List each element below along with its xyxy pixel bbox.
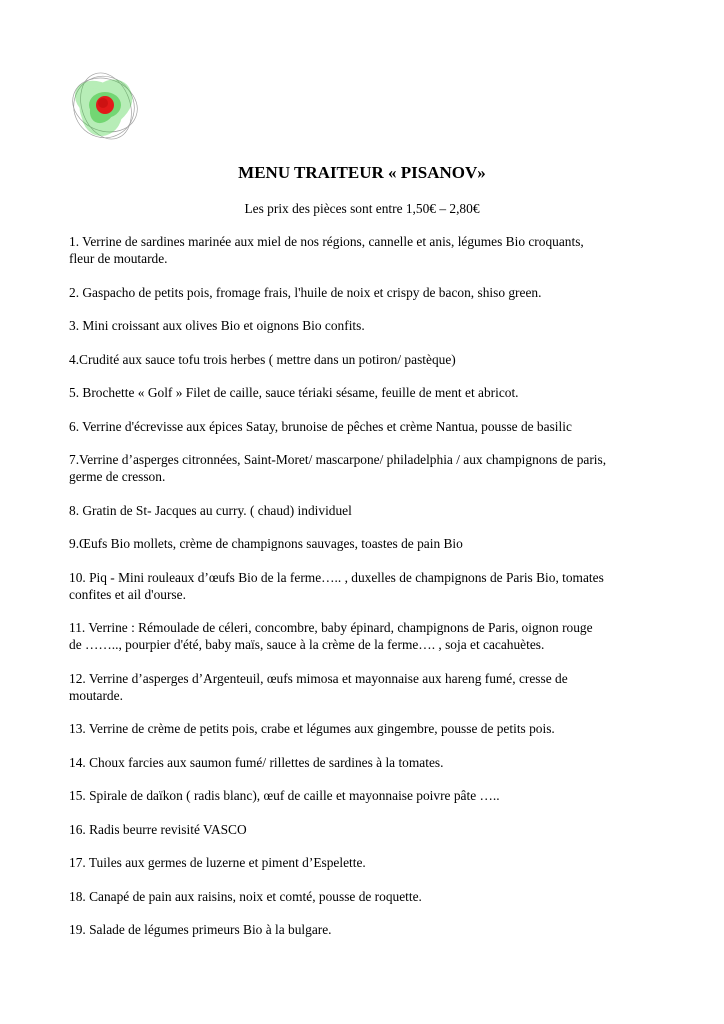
menu-item: 6. Verrine d'écrevisse aux épices Satay, brunoise de pêches et crème Nantua, pousse de basilic <box>69 418 572 434</box>
menu-item: 3. Mini croissant aux olives Bio et oignons Bio confits. <box>69 318 365 333</box>
menu-item: 1. Verrine de sardines marinée aux miel de nos régions, cannelle et anis, légumes Bio croquants, fleur de moutarde. <box>69 234 584 266</box>
menu-item: 8. Gratin de St- Jacques au curry. ( chaud) individuel <box>69 502 352 518</box>
menu-item: 14. Choux farcies aux saumon fumé/ rillettes de sardines à la tomates. <box>69 754 444 770</box>
menu-item: 5. Brochette « Golf » Filet de caille, sauce tériaki sésame, feuille de ment et abricot. <box>69 385 519 400</box>
page-title: MENU TRAITEUR « PISANOV» <box>238 163 486 182</box>
menu-item: 19. Salade de légumes primeurs Bio à la bulgare. <box>69 922 332 937</box>
menu-item-list <box>69 233 669 955</box>
menu-item: 7.Verrine d’asperges citronnées, Saint-Moret/ mascarpone/ philadelphia / aux champignons de paris, germe de cresson. <box>69 452 607 484</box>
menu-item: 4.Crudité aux sauce tofu trois herbes ( mettre dans un potiron/ pastèque) <box>69 351 456 367</box>
price-range-subtitle: Les prix des pièces sont entre 1,50€ – 2,80€ <box>244 201 480 216</box>
menu-item: 13. Verrine de crème de petits pois, crabe et légumes aux gingembre, pousse de petits pois. <box>69 721 555 736</box>
menu-item: 17. Tuiles aux germes de luzerne et piment d’Espelette. <box>69 855 366 870</box>
menu-item: 18. Canapé de pain aux raisins, noix et comté, pousse de roquette. <box>69 888 422 904</box>
menu-item: 15. Spirale de daïkon ( radis blanc), œuf de caille et mayonnaise poivre pâte ….. <box>69 788 500 803</box>
menu-item: 12. Verrine d’asperges d’Argenteuil, œufs mimosa et mayonnaise aux hareng fumé, cresse de moutarde. <box>69 670 568 703</box>
menu-item: 9.Œufs Bio mollets, crème de champignons sauvages, toastes de pain Bio <box>69 536 463 551</box>
menu-item: 11. Verrine : Rémoulade de céleri, concombre, baby épinard, champignons de Paris, oignon rouge de …….., pourpier d'été, baby maïs, sauce à la crème de la ferme…. , soja et cacahuètes. <box>69 620 593 652</box>
menu-item: 2. Gaspacho de petits pois, fromage frais, l'huile de noix et crispy de bacon, shiso green. <box>69 284 542 300</box>
menu-item: 16. Radis beurre revisité VASCO <box>69 821 247 837</box>
flower-logo-icon <box>68 70 142 144</box>
menu-item: 10. Piq - Mini rouleaux d’œufs Bio de la ferme….. , duxelles de champignons de Paris Bio, tomates confites et ail d'ourse. <box>69 569 604 602</box>
